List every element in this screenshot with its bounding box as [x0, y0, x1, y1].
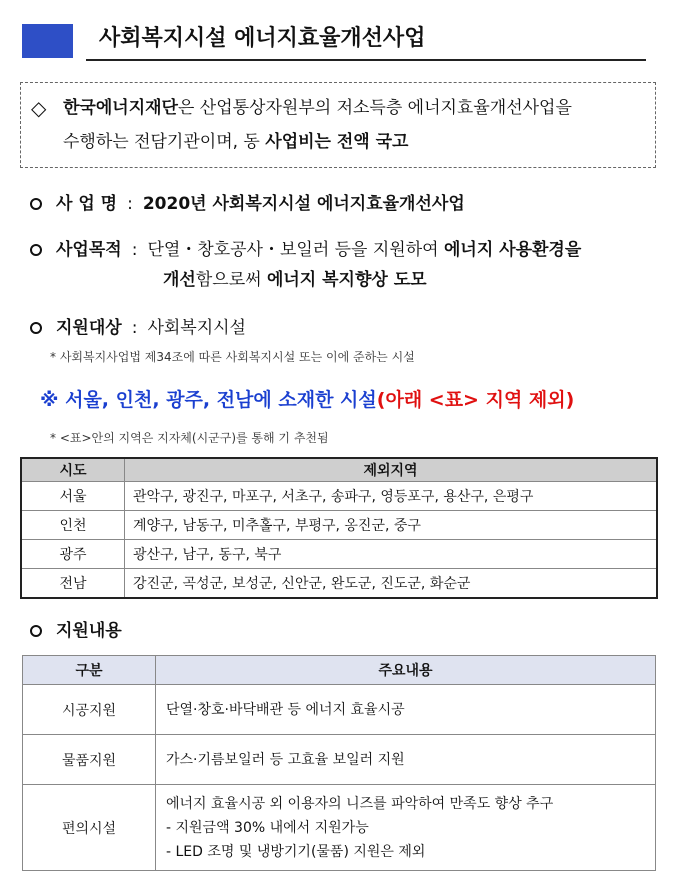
table-cell: 물품지원 — [23, 735, 156, 785]
table-row — [21, 482, 657, 511]
table-cell: 편의시설 — [23, 785, 156, 871]
table-cell: 인천 — [21, 511, 125, 540]
circle-bullet-icon — [30, 244, 42, 256]
table-row — [23, 735, 656, 785]
table-cell: 광주 — [21, 540, 125, 569]
table-header-row — [21, 458, 657, 482]
table-cell: 서울 — [21, 482, 125, 511]
region-notice-blue: ※ 서울, 인천, 광주, 전남에 소재한 시설 — [40, 389, 377, 411]
item-purpose-line2 — [163, 267, 427, 293]
table-cell — [156, 735, 656, 785]
cell-line: 가스·기름보일러 등 고효율 보일러 지원 — [166, 751, 405, 768]
intro-text-b: 수행하는 전담기관이며, 동 — [63, 132, 266, 152]
circle-bullet-icon — [30, 625, 42, 637]
intro-line-1 — [63, 93, 572, 123]
cell-line: - LED 조명 및 냉방기기(물품) 지원은 제외 — [166, 843, 426, 860]
circle-bullet-icon — [30, 322, 42, 334]
table-cell: 전남 — [21, 569, 125, 599]
item-label: 지원대상 — [56, 318, 122, 338]
item-label: 지원내용 — [56, 621, 122, 641]
intro-text-a: 은 산업통상자원부의 저소득층 에너지효율개선사업을 — [177, 98, 572, 118]
item-colon: : — [131, 318, 138, 338]
intro-box — [20, 82, 656, 168]
purpose-line1-bold: 에너지 사용환경을 — [443, 240, 582, 260]
item-label: 사업목적 — [56, 240, 122, 260]
table-header: 시도 — [21, 458, 125, 482]
purpose-line2-plain: 함으로써 — [195, 270, 267, 290]
table-header: 주요내용 — [156, 656, 656, 685]
item-purpose — [30, 237, 581, 263]
table-cell: 광산구, 남구, 동구, 북구 — [125, 540, 658, 569]
item-value: 2020년 사회복지시설 에너지효율개선사업 — [142, 194, 465, 214]
region-notice-red: (아래 <표> 지역 제외) — [376, 389, 575, 411]
intro-emph: 사업비는 전액 국고 — [265, 132, 409, 152]
table-header: 제외지역 — [125, 458, 658, 482]
table-row — [21, 569, 657, 599]
cell-line: - 지원금액 30% 내에서 지원가능 — [166, 819, 369, 836]
purpose-line1-plain: 단열・창호공사・보일러 등을 지원하여 — [147, 240, 444, 260]
table-header: 구분 — [23, 656, 156, 685]
page-title: 사회복지시설 에너지효율개선사업 — [99, 26, 426, 51]
table-row — [21, 511, 657, 540]
item-colon: : — [131, 240, 138, 260]
table-cell — [156, 785, 656, 871]
excluded-regions-table — [20, 457, 658, 599]
region-notice — [40, 386, 574, 414]
header-color-block — [22, 24, 73, 58]
table-cell: 계양구, 남동구, 미추홀구, 부평구, 옹진군, 중구 — [125, 511, 658, 540]
table-cell: 강진군, 곡성군, 보성군, 신안군, 완도군, 진도군, 화순군 — [125, 569, 658, 599]
target-note: * 사회복지사업법 제34조에 따른 사회복지시설 또는 이에 준하는 시설 — [50, 350, 415, 364]
table-cell: 시공지원 — [23, 685, 156, 735]
item-project-name — [30, 191, 465, 217]
region-note: * <표>안의 지역은 지자체(시군구)를 통해 기 추천됨 — [50, 431, 329, 445]
support-content-table — [22, 655, 656, 871]
item-label: 사 업 명 — [56, 194, 118, 214]
item-colon: : — [127, 194, 133, 214]
table-row — [21, 540, 657, 569]
intro-org: 한국에너지재단 — [63, 98, 178, 118]
diamond-bullet-icon: ◇ — [31, 96, 47, 120]
item-support — [30, 618, 122, 644]
cell-line: 에너지 효율시공 외 이용자의 니즈를 파악하여 만족도 향상 추구 — [166, 795, 554, 812]
circle-bullet-icon — [30, 198, 42, 210]
header-underline — [86, 59, 646, 61]
intro-line-2 — [63, 127, 408, 157]
purpose-line2-bold2: 에너지 복지향상 도모 — [266, 270, 427, 290]
item-target — [30, 315, 246, 341]
cell-line: 단열·창호·바닥배관 등 에너지 효율시공 — [166, 701, 405, 718]
table-row — [23, 685, 656, 735]
table-cell — [156, 685, 656, 735]
purpose-line2-bold1: 개선 — [163, 270, 196, 290]
item-value: 사회복지시설 — [147, 318, 246, 338]
table-row — [23, 785, 656, 871]
table-header-row — [23, 656, 656, 685]
table-cell: 관악구, 광진구, 마포구, 서초구, 송파구, 영등포구, 용산구, 은평구 — [125, 482, 658, 511]
